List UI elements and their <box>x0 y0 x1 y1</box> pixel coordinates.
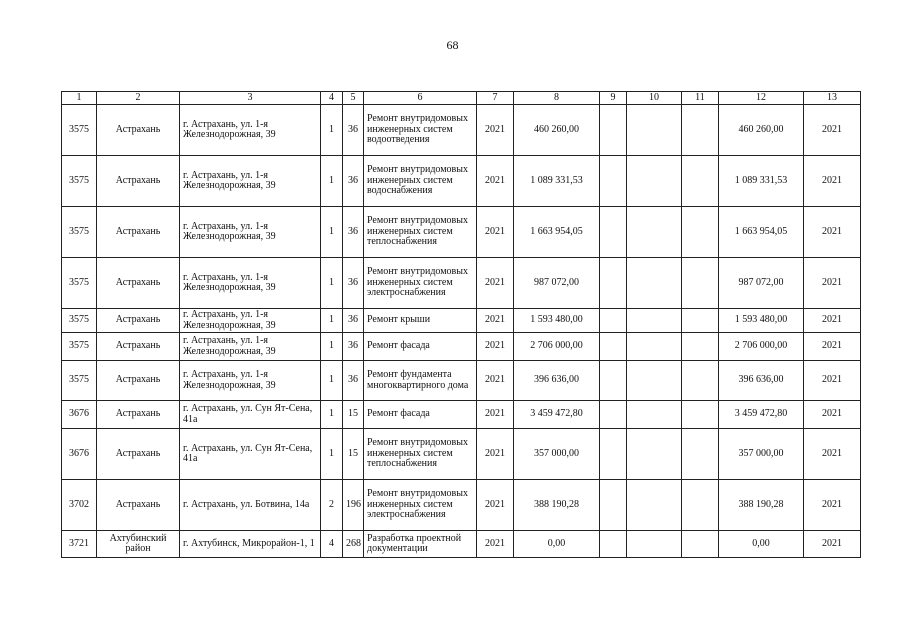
table-row <box>62 429 861 480</box>
cell-address: г. Астрахань, ул. 1-я Железнодорожная, 39 <box>180 207 321 258</box>
cell-cost-total: 3 459 472,80 <box>719 401 804 429</box>
cell-locality: Астрахань <box>97 207 180 258</box>
cell-cost: 1 593 480,00 <box>514 309 600 333</box>
cell-work-type: Ремонт крыши <box>364 309 477 333</box>
cell-year: 2021 <box>477 333 514 361</box>
cell-address: г. Астрахань, ул. Ботвина, 14а <box>180 480 321 531</box>
cell-col5: 36 <box>343 333 364 361</box>
cell-col10 <box>627 207 682 258</box>
cell-col5: 36 <box>343 361 364 401</box>
cell-address: г. Астрахань, ул. Сун Ят-Сена, 41а <box>180 401 321 429</box>
column-header: 11 <box>682 92 719 105</box>
cell-year: 2021 <box>477 207 514 258</box>
cell-col10 <box>627 309 682 333</box>
cell-address: г. Астрахань, ул. 1-я Железнодорожная, 39 <box>180 333 321 361</box>
cell-year-end: 2021 <box>804 207 861 258</box>
cell-year-end: 2021 <box>804 531 861 558</box>
cell-col4: 1 <box>321 333 343 361</box>
cell-year: 2021 <box>477 361 514 401</box>
cell-address: г. Астрахань, ул. 1-я Железнодорожная, 39 <box>180 309 321 333</box>
cell-cost-total: 1 593 480,00 <box>719 309 804 333</box>
cell-id: 3721 <box>62 531 97 558</box>
cell-year-end: 2021 <box>804 361 861 401</box>
cell-year: 2021 <box>477 156 514 207</box>
cell-col9 <box>600 429 627 480</box>
column-header: 4 <box>321 92 343 105</box>
cell-col9 <box>600 105 627 156</box>
cell-col11 <box>682 258 719 309</box>
cell-cost: 0,00 <box>514 531 600 558</box>
cell-col4: 1 <box>321 401 343 429</box>
cell-col10 <box>627 429 682 480</box>
cell-year: 2021 <box>477 105 514 156</box>
cell-work-type: Ремонт внутридомовых инженерных систем теплоснабжения <box>364 429 477 480</box>
cell-cost-total: 460 260,00 <box>719 105 804 156</box>
cell-id: 3676 <box>62 401 97 429</box>
cell-col10 <box>627 480 682 531</box>
table-row <box>62 480 861 531</box>
table-row <box>62 156 861 207</box>
cell-id: 3575 <box>62 207 97 258</box>
cell-col9 <box>600 309 627 333</box>
table-row <box>62 361 861 401</box>
table-row <box>62 401 861 429</box>
cell-col10 <box>627 531 682 558</box>
cell-cost: 460 260,00 <box>514 105 600 156</box>
cell-col4: 1 <box>321 258 343 309</box>
column-header: 9 <box>600 92 627 105</box>
cell-locality: Астрахань <box>97 309 180 333</box>
cell-col9 <box>600 361 627 401</box>
cell-col5: 36 <box>343 309 364 333</box>
cell-year-end: 2021 <box>804 429 861 480</box>
cell-locality: Ахтубинский район <box>97 531 180 558</box>
cell-year-end: 2021 <box>804 105 861 156</box>
cell-col9 <box>600 401 627 429</box>
cell-col11 <box>682 156 719 207</box>
cell-locality: Астрахань <box>97 156 180 207</box>
cell-col5: 196 <box>343 480 364 531</box>
cell-locality: Астрахань <box>97 258 180 309</box>
cell-cost: 3 459 472,80 <box>514 401 600 429</box>
column-header: 3 <box>180 92 321 105</box>
cell-col10 <box>627 258 682 309</box>
cell-work-type: Ремонт фасада <box>364 401 477 429</box>
cell-cost: 357 000,00 <box>514 429 600 480</box>
cell-col11 <box>682 105 719 156</box>
cell-col9 <box>600 207 627 258</box>
cell-cost: 388 190,28 <box>514 480 600 531</box>
cell-col4: 1 <box>321 156 343 207</box>
cell-cost-total: 357 000,00 <box>719 429 804 480</box>
cell-id: 3575 <box>62 105 97 156</box>
cell-col10 <box>627 156 682 207</box>
cell-col11 <box>682 333 719 361</box>
cell-col5: 36 <box>343 105 364 156</box>
cell-col4: 1 <box>321 361 343 401</box>
column-header: 10 <box>627 92 682 105</box>
cell-col5: 36 <box>343 207 364 258</box>
cell-year-end: 2021 <box>804 480 861 531</box>
cell-col11 <box>682 429 719 480</box>
column-header: 13 <box>804 92 861 105</box>
cell-work-type: Разработка проектной документации <box>364 531 477 558</box>
cell-col11 <box>682 480 719 531</box>
cell-cost: 396 636,00 <box>514 361 600 401</box>
cell-col10 <box>627 401 682 429</box>
cell-col11 <box>682 207 719 258</box>
cell-address: г. Астрахань, ул. 1-я Железнодорожная, 39 <box>180 361 321 401</box>
cell-locality: Астрахань <box>97 361 180 401</box>
cell-col5: 15 <box>343 401 364 429</box>
cell-cost-total: 2 706 000,00 <box>719 333 804 361</box>
cell-address: г. Ахтубинск, Микрорайон-1, 1 <box>180 531 321 558</box>
table-row <box>62 333 861 361</box>
cell-year-end: 2021 <box>804 333 861 361</box>
cell-id: 3575 <box>62 156 97 207</box>
cell-year-end: 2021 <box>804 309 861 333</box>
cell-year-end: 2021 <box>804 401 861 429</box>
cell-year-end: 2021 <box>804 258 861 309</box>
cell-id: 3575 <box>62 258 97 309</box>
cell-locality: Астрахань <box>97 401 180 429</box>
cell-col4: 1 <box>321 309 343 333</box>
cell-address: г. Астрахань, ул. 1-я Железнодорожная, 39 <box>180 156 321 207</box>
table-row <box>62 207 861 258</box>
cell-col5: 36 <box>343 156 364 207</box>
table-row <box>62 105 861 156</box>
cell-work-type: Ремонт фундамента многоквартирного дома <box>364 361 477 401</box>
table-row <box>62 531 861 558</box>
cell-col11 <box>682 401 719 429</box>
cell-cost-total: 396 636,00 <box>719 361 804 401</box>
cell-year-end: 2021 <box>804 156 861 207</box>
column-header: 12 <box>719 92 804 105</box>
cell-address: г. Астрахань, ул. 1-я Железнодорожная, 39 <box>180 105 321 156</box>
cell-year: 2021 <box>477 258 514 309</box>
cell-col10 <box>627 333 682 361</box>
cell-id: 3676 <box>62 429 97 480</box>
cell-col11 <box>682 531 719 558</box>
column-header: 1 <box>62 92 97 105</box>
cell-id: 3702 <box>62 480 97 531</box>
cell-work-type: Ремонт внутридомовых инженерных систем электроснабжения <box>364 480 477 531</box>
cell-col4: 4 <box>321 531 343 558</box>
cell-col5: 36 <box>343 258 364 309</box>
cell-col4: 1 <box>321 429 343 480</box>
column-header: 7 <box>477 92 514 105</box>
cell-locality: Астрахань <box>97 480 180 531</box>
cell-col9 <box>600 531 627 558</box>
cell-cost-total: 1 089 331,53 <box>719 156 804 207</box>
cell-col11 <box>682 361 719 401</box>
cell-work-type: Ремонт внутридомовых инженерных систем электроснабжения <box>364 258 477 309</box>
cell-cost: 1 663 954,05 <box>514 207 600 258</box>
cell-year: 2021 <box>477 480 514 531</box>
cell-cost: 1 089 331,53 <box>514 156 600 207</box>
cell-col4: 1 <box>321 105 343 156</box>
cell-col4: 1 <box>321 207 343 258</box>
cell-address: г. Астрахань, ул. 1-я Железнодорожная, 39 <box>180 258 321 309</box>
cell-work-type: Ремонт внутридомовых инженерных систем водоснабжения <box>364 156 477 207</box>
cell-id: 3575 <box>62 333 97 361</box>
table-row <box>62 309 861 333</box>
page-number: 68 <box>446 38 459 52</box>
cell-year: 2021 <box>477 531 514 558</box>
cell-work-type: Ремонт внутридомовых инженерных систем водоотведения <box>364 105 477 156</box>
column-header: 5 <box>343 92 364 105</box>
cell-locality: Астрахань <box>97 429 180 480</box>
cell-col4: 2 <box>321 480 343 531</box>
cell-year: 2021 <box>477 401 514 429</box>
cell-cost-total: 1 663 954,05 <box>719 207 804 258</box>
cell-col9 <box>600 333 627 361</box>
cell-col5: 268 <box>343 531 364 558</box>
cell-cost: 987 072,00 <box>514 258 600 309</box>
column-header: 2 <box>97 92 180 105</box>
cell-work-type: Ремонт фасада <box>364 333 477 361</box>
cell-col10 <box>627 361 682 401</box>
cell-cost-total: 388 190,28 <box>719 480 804 531</box>
data-table <box>61 91 861 558</box>
cell-year: 2021 <box>477 429 514 480</box>
cell-col9 <box>600 480 627 531</box>
cell-address: г. Астрахань, ул. Сун Ят-Сена, 41а <box>180 429 321 480</box>
cell-col11 <box>682 309 719 333</box>
header-row <box>62 92 861 105</box>
cell-cost-total: 0,00 <box>719 531 804 558</box>
column-header: 6 <box>364 92 477 105</box>
table-row <box>62 258 861 309</box>
cell-col10 <box>627 105 682 156</box>
cell-col5: 15 <box>343 429 364 480</box>
cell-cost-total: 987 072,00 <box>719 258 804 309</box>
column-header: 8 <box>514 92 600 105</box>
cell-locality: Астрахань <box>97 333 180 361</box>
cell-year: 2021 <box>477 309 514 333</box>
cell-col9 <box>600 258 627 309</box>
cell-id: 3575 <box>62 361 97 401</box>
cell-locality: Астрахань <box>97 105 180 156</box>
cell-id: 3575 <box>62 309 97 333</box>
cell-cost: 2 706 000,00 <box>514 333 600 361</box>
cell-col9 <box>600 156 627 207</box>
cell-work-type: Ремонт внутридомовых инженерных систем теплоснабжения <box>364 207 477 258</box>
